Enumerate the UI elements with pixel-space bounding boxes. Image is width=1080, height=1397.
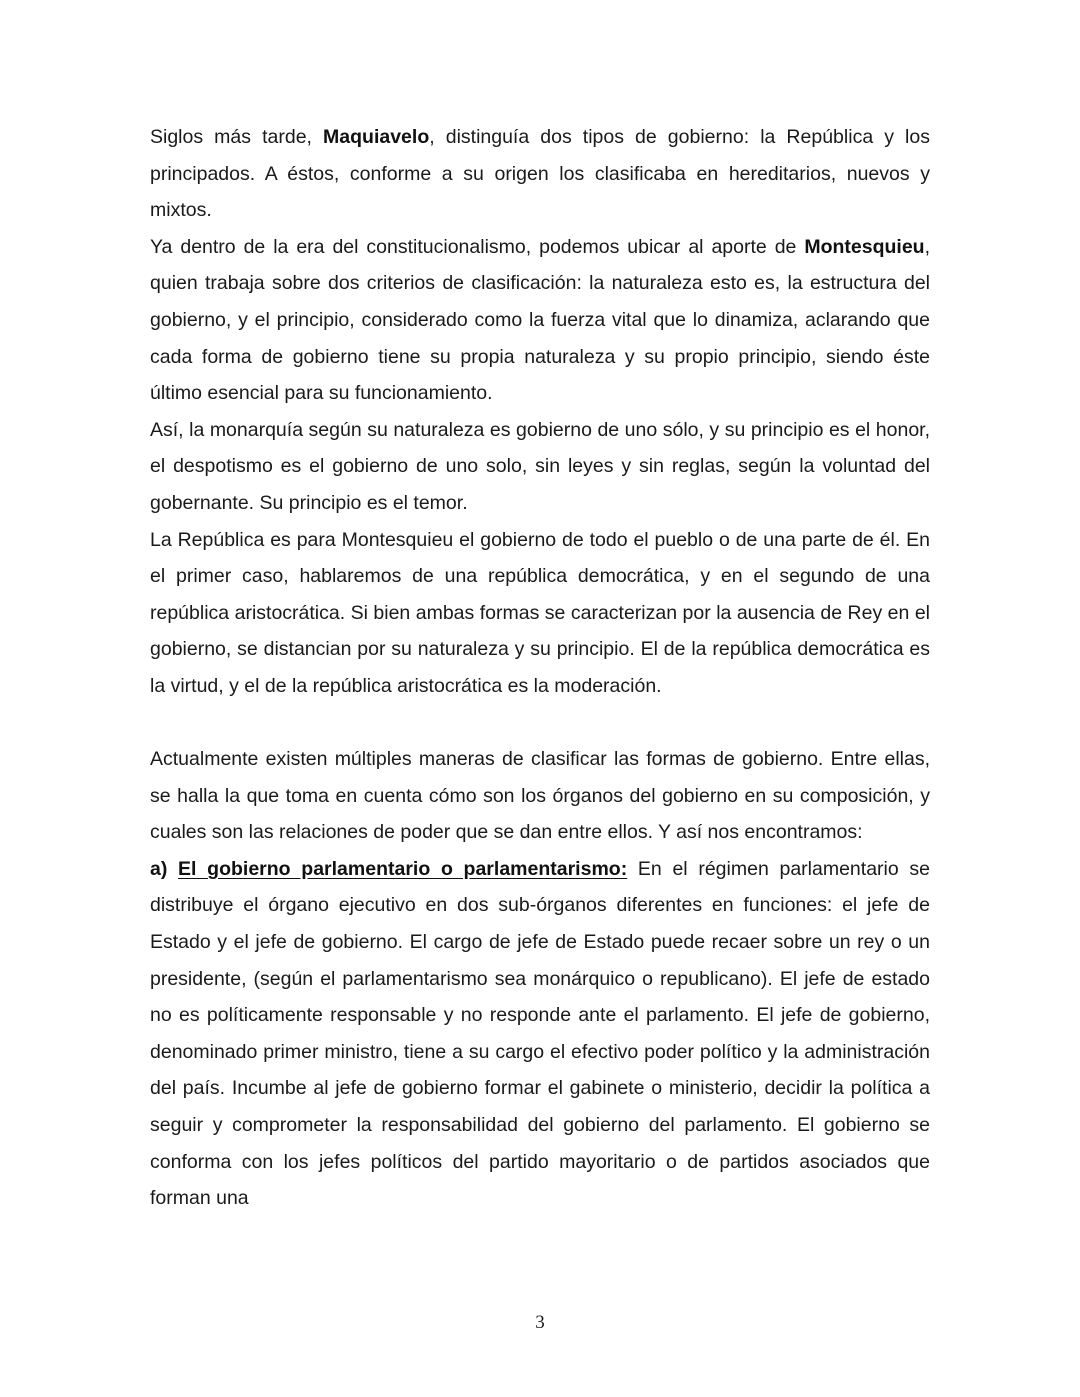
list-marker-a: a) — [150, 857, 179, 880]
paragraph-parlamentarismo: a) El gobierno parlamentario o parlamentarismo: En el régimen parlamentario se distribuye el órgano ejecutivo en dos sub-órganos diferentes en funciones: el jefe de Estado y el jefe de gobierno. El cargo de jefe de Estado puede recaer sobre un rey o un presidente, (según el parlamentarismo sea monárquico o republicano). El jefe de estado no es políticamente responsable y no responde ante el parlamento. El jefe de gobierno, denominado primer ministro, tiene a su cargo el efectivo poder político y la administración del país. Incumbe al jefe de gobierno formar el gabinete o ministerio, decidir la política a seguir y comprometer la responsabilidad del gobierno del parlamento. El gobierno se conforma con los jefes políticos del partido mayoritario o de partidos asociados que forman una — [150, 857, 931, 1210]
bold-montesquieu: Montesquieu — [804, 235, 925, 258]
page-number: 3 — [535, 1312, 545, 1333]
heading-parlamentarismo: El gobierno parlamentario o parlamentarismo: — [178, 857, 628, 880]
paragraph-montesquieu: Ya dentro de la era del constitucionalismo, podemos ubicar al aporte de Montesquieu, quien trabaja sobre dos criterios de clasificación: la naturaleza esto es, la estructura del gobierno, y el principio, considerado como la fuerza vital que lo dinamiza, aclarando que cada forma de gobierno tiene su propia naturaleza y su propio principio, siendo éste último esencial para su funcionamiento. — [150, 235, 930, 405]
paragraph-monarquia: Así, la monarquía según su naturaleza es gobierno de uno sólo, y su principio es el honor, el despotismo es el gobierno de uno solo, sin leyes y sin reglas, según la voluntad del gobernante. Su principio es el temor. — [150, 418, 930, 514]
bold-maquiavelo: Maquiavelo — [323, 126, 430, 148]
paragraph-republica: La República es para Montesquieu el gobierno de todo el pueblo o de una parte de él. En el primer caso, hablaremos de una república democrática, y en el segundo de una república aristocrática. Si bien ambas formas se caracterizan por la ausencia de Rey en el gobierno, se distancian por su naturaleza y su principio. El de la república democrática es la virtud, y el de la república aristocrática es la moderación. — [150, 528, 930, 697]
document-body — [150, 119, 930, 1217]
paragraph-actualmente: Actualmente existen múltiples maneras de clasificar las formas de gobierno. Entre ellas, se halla la que toma en cuenta cómo son los órganos del gobierno en su composición, y cuales son las relaciones de poder que se dan entre ellos. Y así nos encontramos: — [150, 748, 930, 844]
paragraph-maquiavelo: Siglos más tarde, Maquiavelo, distinguía dos tipos de gobierno: la República y los principados. A éstos, conforme a su origen los clasificaba en hereditarios, nuevos y mixtos. — [150, 126, 930, 222]
